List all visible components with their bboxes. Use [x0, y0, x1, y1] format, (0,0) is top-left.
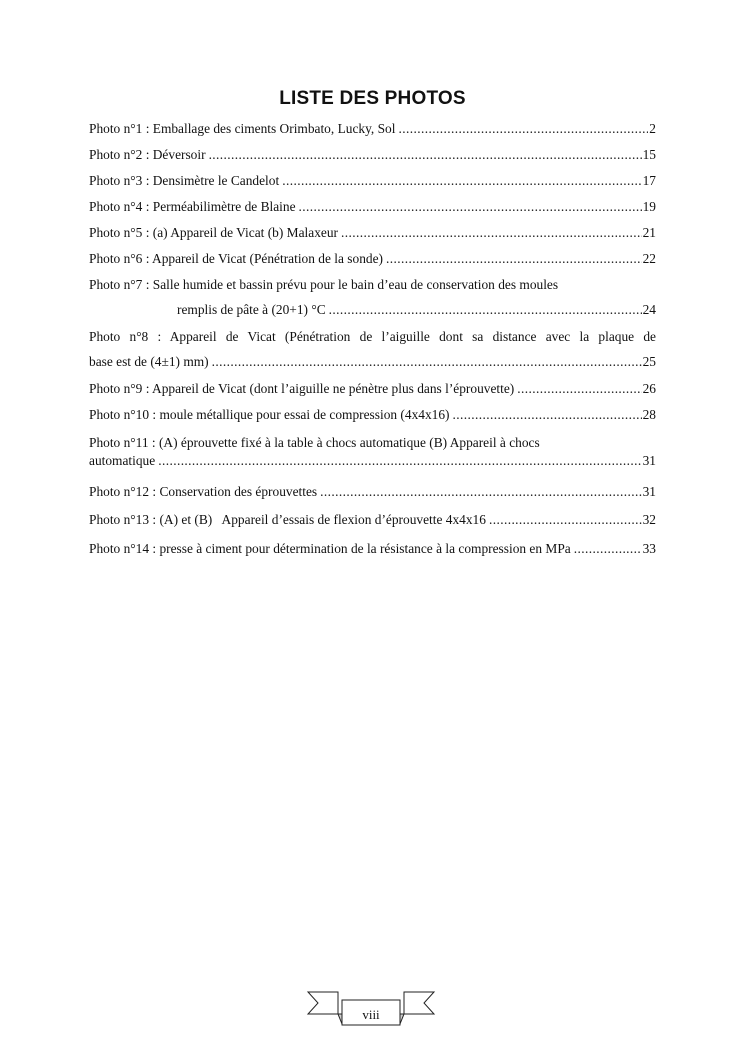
entry-text: Photo n°12 : Conservation des éprouvettes — [89, 484, 318, 499]
list-item — [89, 541, 656, 557]
entry-page: 22 — [642, 251, 656, 266]
entry-page: 28 — [642, 407, 656, 422]
entry-text: Photo n°10 : moule métallique pour essai de compression (4x4x16) — [89, 407, 450, 422]
entry-page: 26 — [642, 381, 656, 396]
leader-dots — [279, 173, 641, 189]
entry-text-line1: Photo n°7 : Salle humide et bassin prévu pour le bain d’eau de conservation des moules — [89, 277, 559, 292]
entry-page: 2 — [649, 121, 656, 136]
entry-text-line1: Photo n°11 : (A) éprouvette fixé à la table à chocs automatique (B) Appareil à chocs — [89, 435, 540, 450]
list-item — [89, 251, 656, 267]
list-item — [89, 147, 656, 163]
list-item — [89, 225, 656, 241]
entry-text: Photo n°6 : Appareil de Vicat (Pénétration de la sonde) — [89, 251, 383, 266]
list-item — [89, 173, 656, 189]
entry-page: 15 — [642, 147, 656, 162]
leader-dots — [486, 512, 642, 528]
entry-text: Photo n°13 : (A) et (B) Appareil d’essais de flexion d’éprouvette 4x4x16 — [89, 512, 486, 527]
entry-page: 21 — [642, 225, 656, 240]
entry-text: Photo n°3 : Densimètre le Candelot — [89, 173, 280, 188]
list-item — [89, 381, 656, 397]
leader-dots — [155, 453, 641, 469]
entry-text: remplis de pâte à (20+1) °C — [177, 302, 326, 317]
entry-page: 17 — [642, 173, 656, 188]
entry-page: 31 — [642, 453, 656, 468]
page-title: LISTE DES PHOTOS — [279, 88, 466, 109]
leader-dots — [383, 251, 642, 267]
entry-text: Photo n°1 : Emballage des ciments Orimbato, Lucky, Sol — [89, 121, 396, 136]
entry-page: 19 — [642, 199, 656, 214]
entry-text: Photo n°14 : presse à ciment pour détermination de la résistance à la compression en MPa — [89, 541, 571, 556]
list-item — [89, 407, 656, 423]
list-item — [89, 329, 656, 370]
list-item — [89, 484, 656, 500]
leader-dots — [206, 147, 642, 163]
leader-dots — [571, 541, 642, 557]
entry-page: 33 — [642, 541, 656, 556]
page-number: viii — [362, 1007, 380, 1022]
entry-page: 31 — [642, 484, 656, 499]
leader-dots — [209, 354, 642, 370]
entry-text: Photo n°9 : Appareil de Vicat (dont l’aiguille ne pénètre plus dans l’éprouvette) — [89, 381, 515, 396]
list-item — [89, 199, 656, 215]
list-item — [89, 277, 656, 318]
list-item — [89, 121, 656, 137]
entry-text: Photo n°4 : Perméabilimètre de Blaine — [89, 199, 296, 214]
entry-text-line1: Photo n°8 : Appareil de Vicat (Pénétration de l’aiguille dont sa distance avec la plaque de — [89, 329, 656, 344]
list-item — [89, 435, 656, 469]
leader-dots — [514, 381, 641, 397]
leader-dots — [296, 199, 642, 215]
leader-dots — [395, 121, 648, 137]
leader-dots — [338, 225, 642, 241]
entry-page: 24 — [642, 302, 656, 317]
leader-dots — [317, 484, 641, 500]
entry-text: Photo n°2 : Déversoir — [89, 147, 206, 162]
entry-text: Photo n°5 : (a) Appareil de Vicat (b) Malaxeur — [89, 225, 338, 240]
list-item — [89, 512, 656, 528]
leader-dots — [450, 407, 642, 423]
entry-text: automatique — [89, 453, 156, 468]
leader-dots — [326, 302, 642, 318]
page-number-banner — [306, 990, 436, 1028]
entry-text: base est de (4±1) mm) — [89, 354, 209, 369]
entry-page: 32 — [642, 512, 656, 527]
entry-page: 25 — [642, 354, 656, 369]
